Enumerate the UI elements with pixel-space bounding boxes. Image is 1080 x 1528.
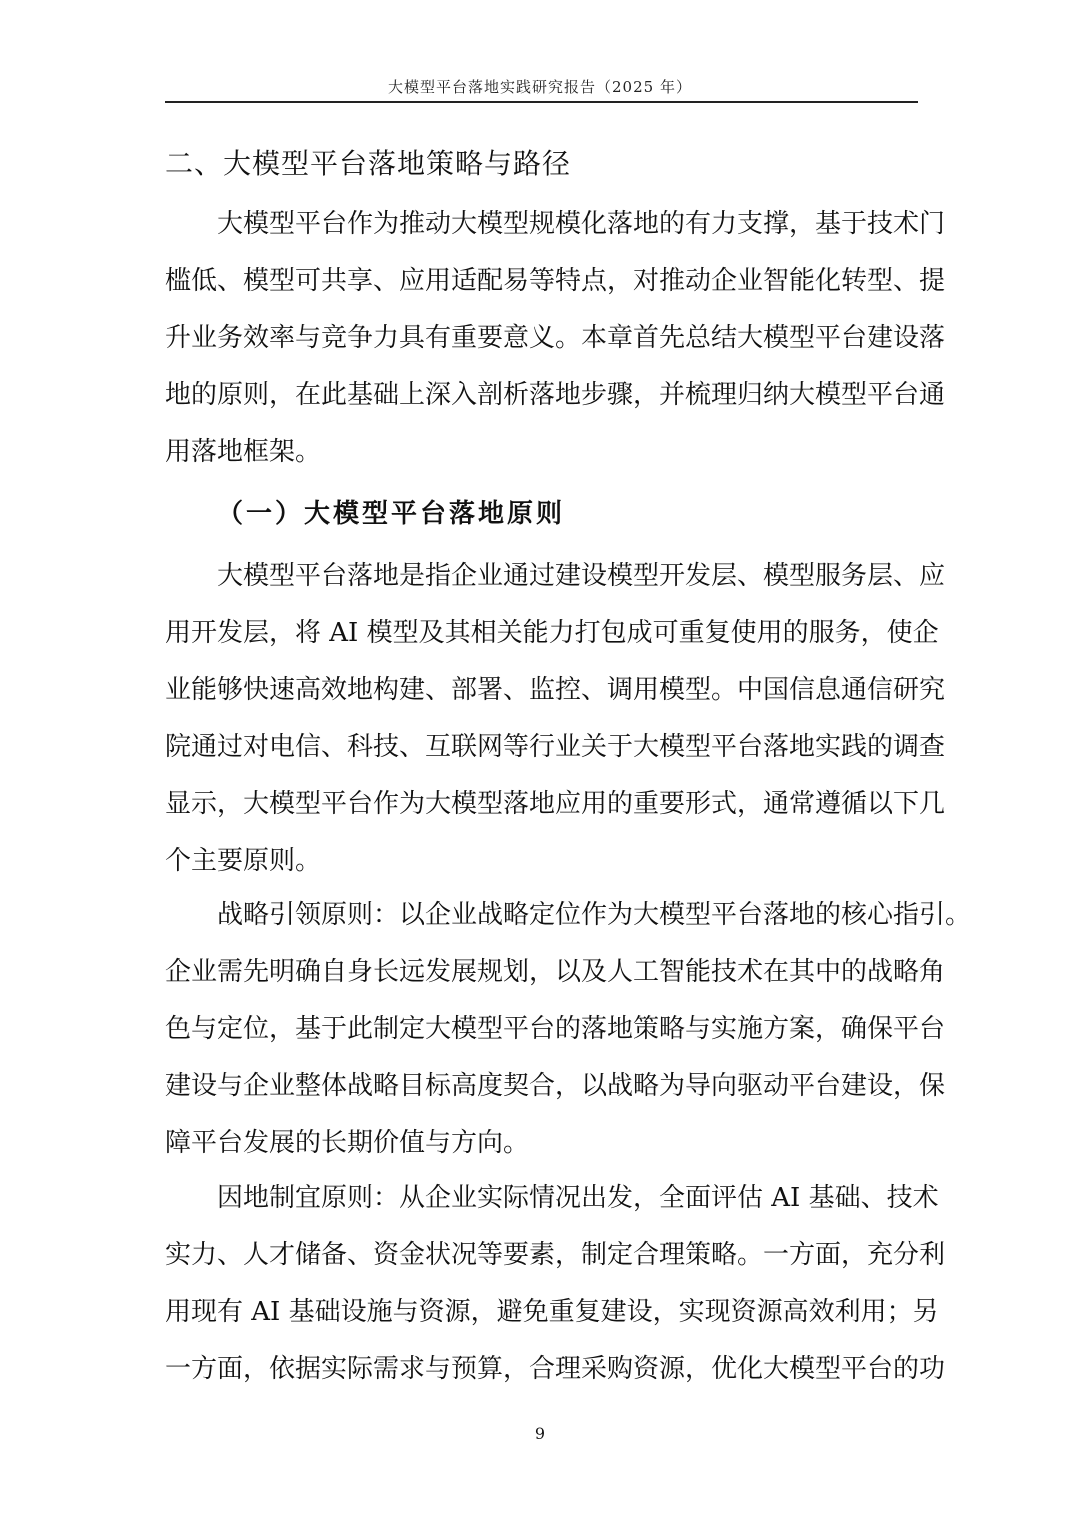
header-rule <box>165 101 918 103</box>
strategy-principle-paragraph <box>165 887 972 1172</box>
running-header: 大模型平台落地实践研究报告（2025 年） <box>388 78 692 96</box>
intro-paragraph <box>165 196 946 481</box>
paragraph-line: 一方面，依据实际需求与预算，合理采购资源，优化大模型平台的功 <box>165 1354 946 1384</box>
principle-lead: 战略引领原则： <box>217 900 400 930</box>
paragraph-line: 大模型平台作为推动大模型规模化落地的有力支撑，基于技术门 <box>217 209 946 239</box>
paragraph-line: 院通过对电信、科技、互联网等行业关于大模型平台落地实践的调查 <box>165 732 946 762</box>
definition-paragraph <box>165 548 946 890</box>
principle-text: 以企业战略定位作为大模型平台落地的核心指引。 <box>399 900 972 930</box>
paragraph-line: 地的原则，在此基础上深入剖析落地步骤，并梳理归纳大模型平台通 <box>165 380 946 410</box>
principle-text: 从企业实际情况出发，全面评估 AI 基础、技术 <box>399 1183 939 1213</box>
section-title: 二、大模型平台落地策略与路径 <box>165 147 572 180</box>
paragraph-line: 用落地框架。 <box>165 437 322 467</box>
paragraph-line: 个主要原则。 <box>165 846 322 876</box>
paragraph-line: 障平台发展的长期价值与方向。 <box>165 1128 530 1158</box>
paragraph-line: 实力、人才储备、资金状况等要素，制定合理策略。一方面，充分利 <box>165 1240 946 1270</box>
paragraph-line: 显示，大模型平台作为大模型落地应用的重要形式，通常遵循以下几 <box>165 789 946 819</box>
paragraph-line: 建设与企业整体战略目标高度契合，以战略为导向驱动平台建设，保 <box>165 1071 946 1101</box>
paragraph-line: 槛低、模型可共享、应用适配易等特点，对推动企业智能化转型、提 <box>165 266 946 296</box>
local-principle-paragraph <box>165 1170 946 1398</box>
paragraph-line: 大模型平台落地是指企业通过建设模型开发层、模型服务层、应 <box>217 561 946 591</box>
paragraph-line: 用开发层，将 AI 模型及其相关能力打包成可重复使用的服务，使企 <box>165 618 939 648</box>
paragraph-line: 业能够快速高效地构建、部署、监控、调用模型。中国信息通信研究 <box>165 675 946 705</box>
principle-lead: 因地制宜原则： <box>217 1183 400 1213</box>
paragraph-line <box>165 1170 939 1227</box>
paragraph-line: 企业需先明确自身长远发展规划，以及人工智能技术在其中的战略角 <box>165 957 946 987</box>
paragraph-line: 升业务效率与竞争力具有重要意义。本章首先总结大模型平台建设落 <box>165 323 946 353</box>
page-number: 9 <box>534 1424 546 1443</box>
paragraph-line <box>165 887 972 944</box>
subsection-title: （一）大模型平台落地原则 <box>217 499 566 529</box>
paragraph-line: 用现有 AI 基础设施与资源，避免重复建设，实现资源高效利用；另 <box>165 1297 939 1327</box>
paragraph-line: 色与定位，基于此制定大模型平台的落地策略与实施方案，确保平台 <box>165 1014 946 1044</box>
